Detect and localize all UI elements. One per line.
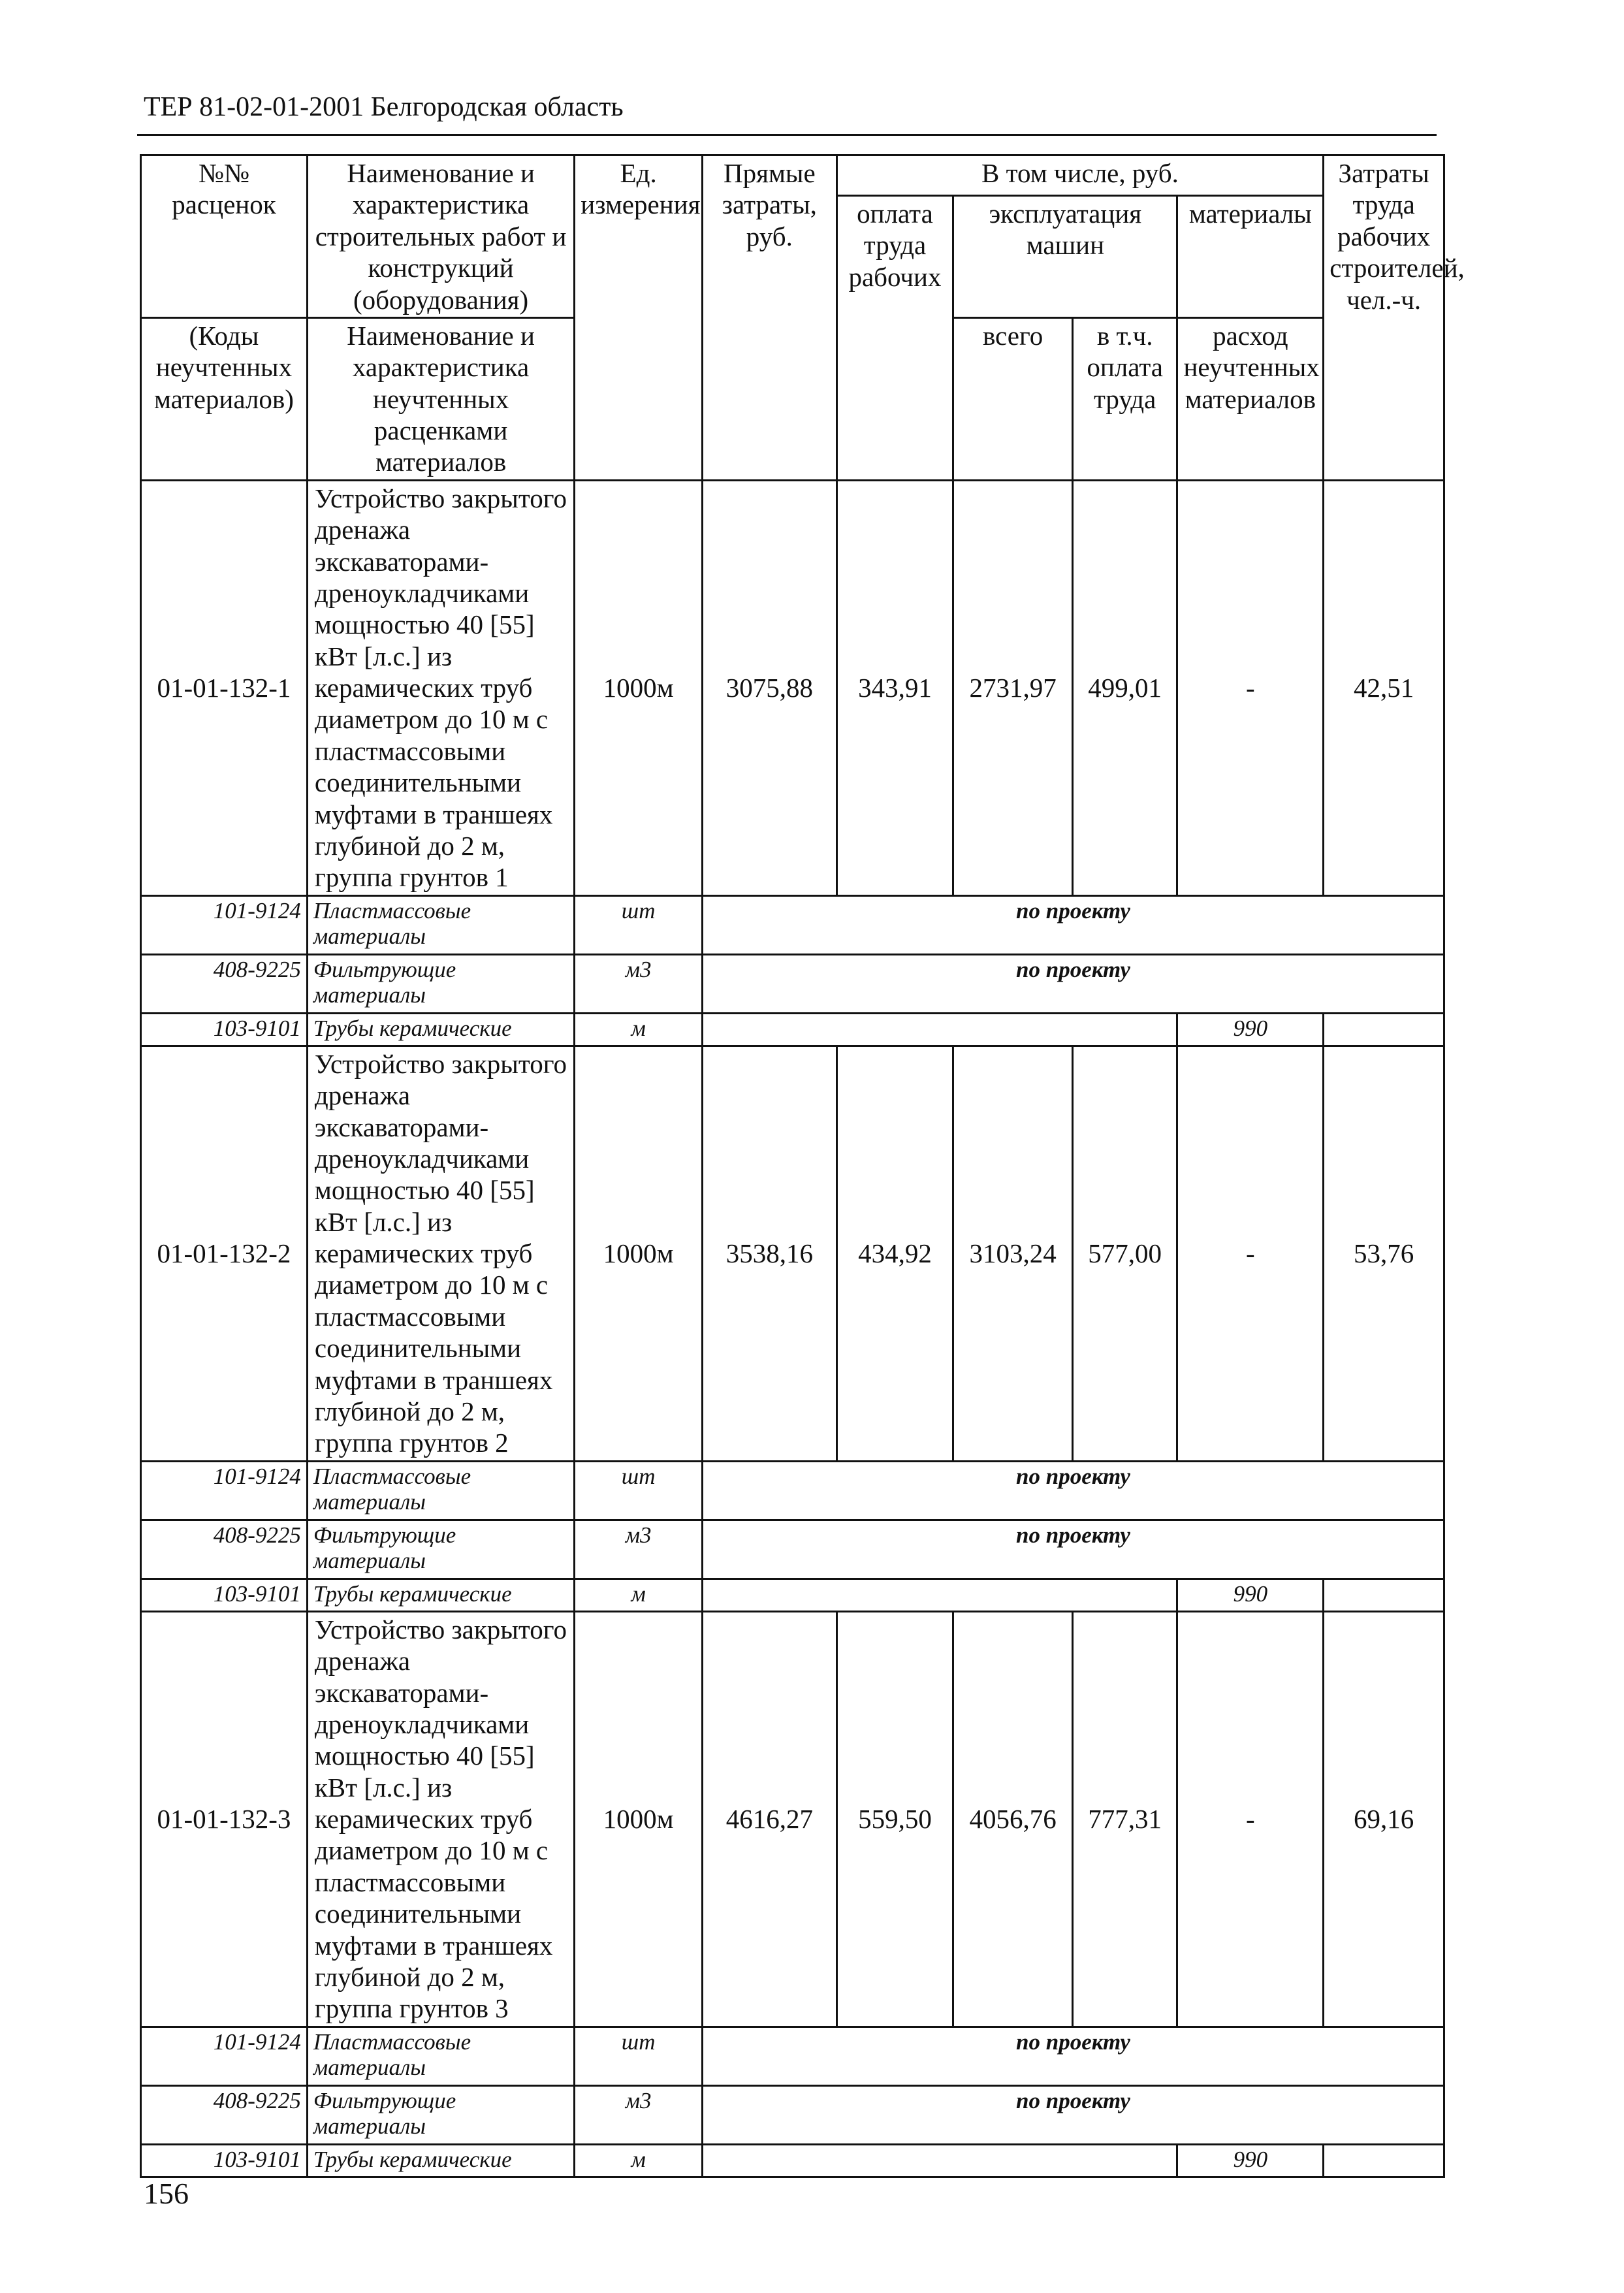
rate-unit: 1000м [575,480,703,895]
rate-direct-costs: 4616,27 [702,1611,836,2027]
rate-code: 01-01-132-3 [141,1611,308,2027]
rate-unit: 1000м [575,1611,703,2027]
material-code: 101-9124 [141,2027,308,2085]
rate-labor: 42,51 [1324,480,1444,895]
header-machines-total: всего [953,317,1073,480]
material-unit: шт [575,1461,703,1520]
rate-labor: 69,16 [1324,1611,1444,2027]
material-name: Пластмассовые материалы [307,2027,574,2085]
material-consumption: 990 [1177,1579,1324,1611]
header-labor: Затраты труда рабочих строителей, чел.-ч. [1324,155,1444,481]
rate-labor: 53,76 [1324,1046,1444,1461]
empty-cell [702,1013,1177,1046]
header-materials-unaccounted: расход неучтенных материалов [1177,317,1324,480]
rate-group [141,1611,1444,2177]
material-unit: м3 [575,1520,703,1579]
material-code: 103-9101 [141,1579,308,1611]
rate-machines-total: 4056,76 [953,1611,1073,2027]
material-code: 408-9225 [141,1520,308,1579]
rate-unit: 1000м [575,1046,703,1461]
material-consumption: по проекту [702,2027,1444,2085]
rate-materials: - [1177,1611,1324,2027]
header-name-top: Наименование и характеристика строительных работ и конструкций (оборудования) [307,155,574,318]
rate-code: 01-01-132-1 [141,480,308,895]
rate-direct-costs: 3075,88 [702,480,836,895]
empty-cell [702,2144,1177,2177]
rate-name: Устройство закрытого дренажа экскаваторами-дреноукладчиками мощностью 40 [55] кВт [л.с.] из керамических труб диаметром до 10 м с пластмассовыми соединительными муфтами в траншеях глубиной до 2 м, группа грунтов 3 [307,1611,574,2027]
rates-table [140,154,1465,2178]
rate-wages: 434,92 [836,1046,953,1461]
rate-machines-wages: 499,01 [1072,480,1177,895]
material-name: Трубы керамические [307,1579,574,1611]
material-consumption: по проекту [702,2085,1444,2144]
header-machines: эксплуатация машин [953,196,1177,318]
rate-materials: - [1177,1046,1324,1461]
material-code: 101-9124 [141,895,308,954]
material-consumption: 990 [1177,1013,1324,1046]
material-consumption: по проекту [702,1461,1444,1520]
rate-machines-wages: 577,00 [1072,1046,1177,1461]
material-code: 103-9101 [141,1013,308,1046]
material-unit: шт [575,895,703,954]
header-unit: Ед. измерения [575,155,703,481]
rate-name: Устройство закрытого дренажа экскаваторами-дреноукладчиками мощностью 40 [55] кВт [л.с.] из керамических труб диаметром до 10 м с пластмассовыми соединительными муфтами в траншеях глубиной до 2 м, группа грунтов 2 [307,1046,574,1461]
material-unit: м [575,1013,703,1046]
empty-cell [702,1579,1177,1611]
header-including: В том числе, руб. [836,155,1324,196]
material-consumption: 990 [1177,2144,1324,2177]
material-name: Трубы керамические [307,1013,574,1046]
header-direct-costs: Прямые затраты, руб. [702,155,836,481]
material-unit: шт [575,2027,703,2085]
material-name: Пластмассовые материалы [307,1461,574,1520]
empty-cell [1324,1579,1444,1611]
material-code: 408-9225 [141,2085,308,2144]
table-header [141,155,1465,481]
rate-name: Устройство закрытого дренажа экскаваторами-дреноукладчиками мощностью 40 [55] кВт [л.с.] из керамических труб диаметром до 10 м с пластмассовыми соединительными муфтами в траншеях глубиной до 2 м, группа грунтов 1 [307,480,574,895]
empty-cell [1324,2144,1444,2177]
header-machines-wages: в т.ч. оплата труда [1072,317,1177,480]
material-unit: м [575,2144,703,2177]
material-name: Фильтрующие материалы [307,2085,574,2144]
material-code: 101-9124 [141,1461,308,1520]
rate-machines-wages: 777,31 [1072,1611,1177,2027]
material-code: 103-9101 [141,2144,308,2177]
empty-cell [1324,1013,1444,1046]
rate-group [141,480,1444,1046]
header-code-bottom: (Коды неучтенных материалов) [141,317,308,480]
header-rule [137,134,1437,136]
header-code-top: №№ расценок [141,155,308,318]
material-unit: м [575,1579,703,1611]
material-unit: м3 [575,2085,703,2144]
page-number: 156 [144,2177,189,2210]
material-name: Фильтрующие материалы [307,1520,574,1579]
material-name: Фильтрующие материалы [307,954,574,1013]
material-unit: м3 [575,954,703,1013]
page-header: ТЕР 81-02-01-2001 Белгородская область [144,92,624,122]
rate-materials: - [1177,480,1324,895]
material-consumption: по проекту [702,954,1444,1013]
rate-wages: 343,91 [836,480,953,895]
rate-machines-total: 3103,24 [953,1046,1073,1461]
header-name-bottom: Наименование и характеристика неучтенных расценками материалов [307,317,574,480]
material-name: Трубы керамические [307,2144,574,2177]
header-wages: оплата труда рабочих [836,196,953,481]
material-name: Пластмассовые материалы [307,895,574,954]
rate-direct-costs: 3538,16 [702,1046,836,1461]
rate-machines-total: 2731,97 [953,480,1073,895]
rate-code: 01-01-132-2 [141,1046,308,1461]
material-code: 408-9225 [141,954,308,1013]
material-consumption: по проекту [702,1520,1444,1579]
rate-group [141,1046,1444,1611]
header-materials: материалы [1177,196,1324,318]
material-consumption: по проекту [702,895,1444,954]
rate-wages: 559,50 [836,1611,953,2027]
